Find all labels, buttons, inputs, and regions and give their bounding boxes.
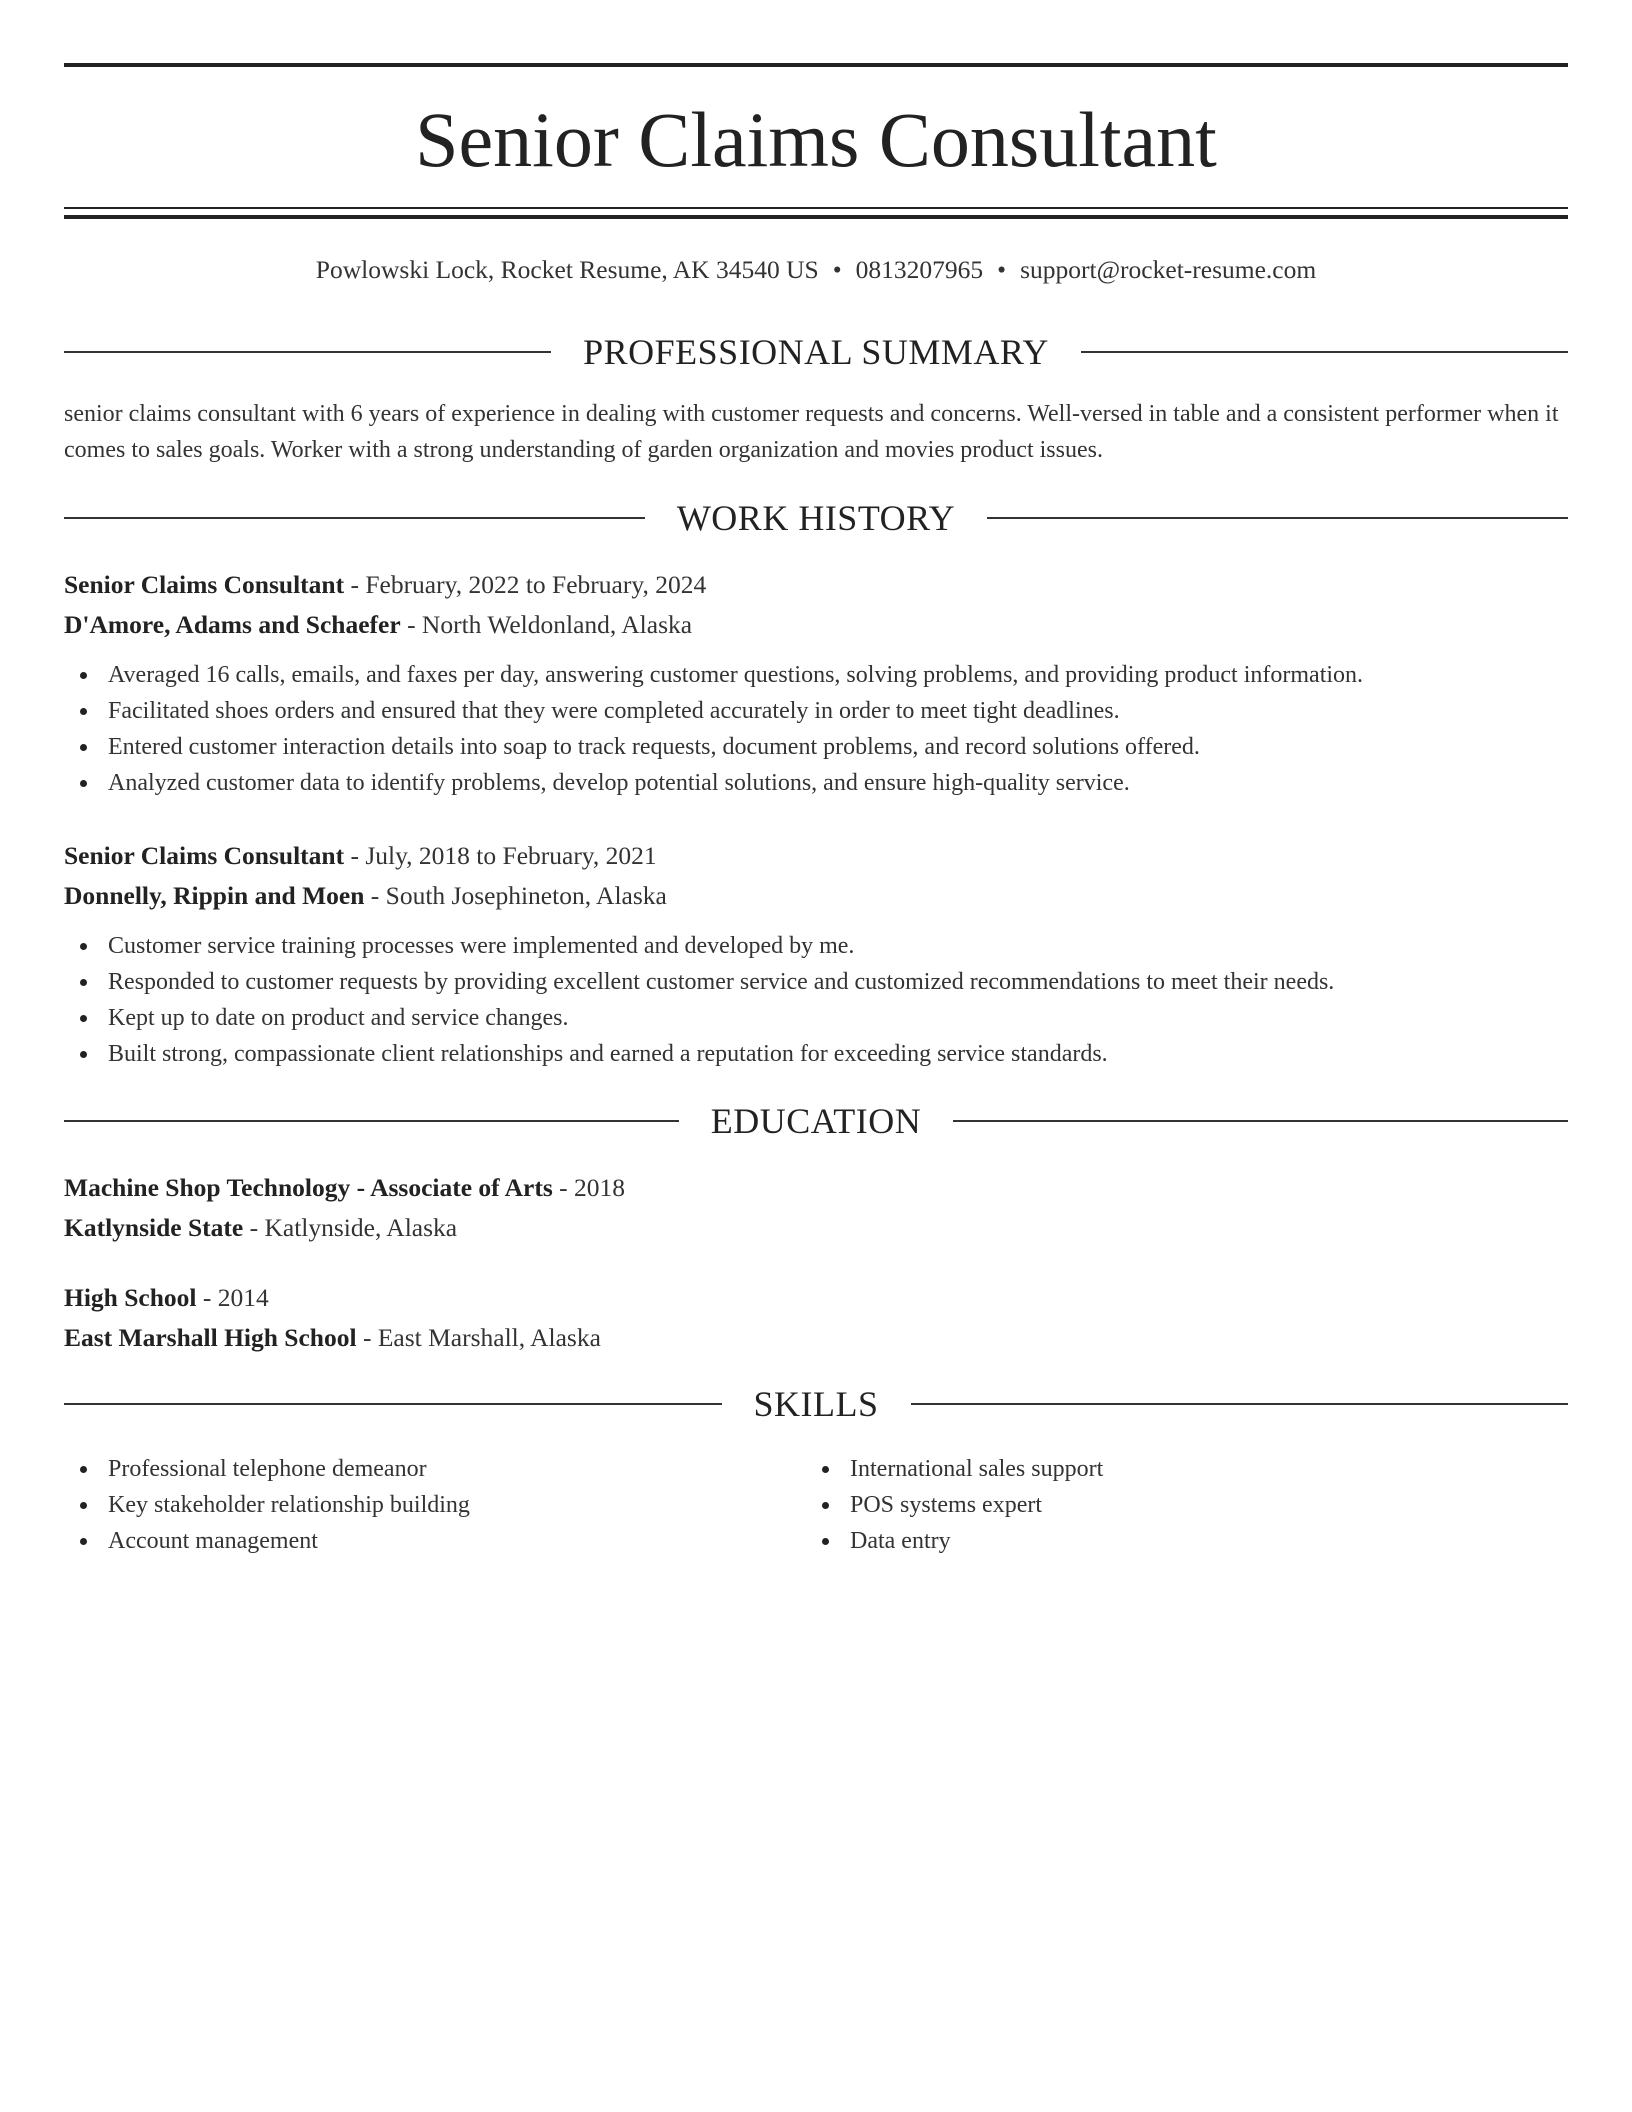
section-title: WORK HISTORY <box>676 498 956 538</box>
education-degree-line <box>64 1168 1568 1208</box>
skill-item: Professional telephone demeanor <box>64 1451 806 1487</box>
section-header-work <box>64 494 1568 542</box>
list-item: Entered customer interaction details into soap to track requests, document problems, and record solutions offered. <box>64 729 1568 765</box>
section-header-education <box>64 1097 1568 1145</box>
job-title: Senior Claims Consultant <box>64 841 345 870</box>
section-rule <box>64 351 551 353</box>
skill-item: Account management <box>64 1523 806 1559</box>
education-school-line <box>64 1318 1568 1358</box>
job-dates: - July, 2018 to February, 2021 <box>344 841 657 870</box>
title-rule-thin <box>64 207 1568 209</box>
section-header-skills <box>64 1380 1568 1428</box>
education-school: Katlynside State <box>64 1213 244 1242</box>
education-location: - Katlynside, Alaska <box>243 1213 458 1242</box>
education-entry <box>64 1168 1568 1248</box>
job-location: - North Weldonland, Alaska <box>400 610 693 639</box>
list-item: Facilitated shoes orders and ensured that they were completed accurately in order to meet tight deadlines. <box>64 693 1568 729</box>
job-entry <box>64 565 1568 801</box>
contact-separator: • <box>997 255 1007 284</box>
education-entry <box>64 1278 1568 1358</box>
section-rule <box>987 517 1568 519</box>
skill-item: International sales support <box>806 1451 1548 1487</box>
job-bullets <box>64 657 1568 801</box>
job-entry <box>64 836 1568 1072</box>
resume-title: Senior Claims Consultant <box>415 96 1217 183</box>
job-company-line <box>64 876 1568 916</box>
section-title: PROFESSIONAL SUMMARY <box>583 332 1049 372</box>
skills-column-left <box>64 1451 806 1559</box>
education-year: - 2014 <box>196 1283 269 1312</box>
section-rule <box>64 1403 722 1405</box>
section-rule <box>953 1120 1568 1122</box>
job-company-line <box>64 605 1568 645</box>
skills-list <box>64 1451 1568 1559</box>
list-item: Customer service training processes were implemented and developed by me. <box>64 928 1568 964</box>
list-item: Averaged 16 calls, emails, and faxes per day, answering customer questions, solving problems, and providing product information. <box>64 657 1568 693</box>
top-rule <box>64 63 1568 67</box>
job-bullets <box>64 928 1568 1072</box>
section-title: SKILLS <box>753 1384 879 1424</box>
skill-item: POS systems expert <box>806 1487 1548 1523</box>
job-title-line <box>64 836 1568 876</box>
section-rule <box>64 517 645 519</box>
contact-phone: 0813207965 <box>855 255 984 284</box>
job-title-line <box>64 565 1568 605</box>
job-company: D'Amore, Adams and Schaefer <box>64 610 401 639</box>
section-rule <box>64 1120 679 1122</box>
education-degree: Machine Shop Technology - Associate of Arts <box>64 1173 553 1202</box>
education-school: East Marshall High School <box>64 1323 357 1352</box>
contact-email: support@rocket-resume.com <box>1020 255 1317 284</box>
list-item: Analyzed customer data to identify problems, develop potential solutions, and ensure high-quality service. <box>64 765 1568 801</box>
title-rule-thick <box>64 215 1568 219</box>
skill-item: Key stakeholder relationship building <box>64 1487 806 1523</box>
education-school-line <box>64 1208 1568 1248</box>
job-title: Senior Claims Consultant <box>64 570 345 599</box>
education-degree-line <box>64 1278 1568 1318</box>
list-item: Kept up to date on product and service changes. <box>64 1000 1568 1036</box>
skill-item: Data entry <box>806 1523 1548 1559</box>
skills-column-right <box>806 1451 1548 1559</box>
contact-line <box>64 252 1568 288</box>
summary-text: senior claims consultant with 6 years of experience in dealing with customer requests and concerns. Well-versed in table and a consistent performer when it comes to sales goals. Worker with a strong understanding of garden organization and movies product issues. <box>64 401 1559 463</box>
section-header-summary <box>64 328 1568 376</box>
education-degree: High School <box>64 1283 197 1312</box>
section-rule <box>1081 351 1568 353</box>
list-item: Responded to customer requests by providing excellent customer service and customized recommendations to meet their needs. <box>64 964 1568 1000</box>
job-location: - South Josephineton, Alaska <box>364 881 667 910</box>
job-company: Donnelly, Rippin and Moen <box>64 881 365 910</box>
list-item: Built strong, compassionate client relationships and earned a reputation for exceeding service standards. <box>64 1036 1568 1072</box>
contact-separator: • <box>832 255 842 284</box>
job-dates: - February, 2022 to February, 2024 <box>344 570 707 599</box>
contact-address: Powlowski Lock, Rocket Resume, AK 34540 US <box>315 255 819 284</box>
education-location: - East Marshall, Alaska <box>356 1323 601 1352</box>
section-rule <box>911 1403 1569 1405</box>
section-title: EDUCATION <box>710 1101 922 1141</box>
education-year: - 2018 <box>552 1173 626 1202</box>
